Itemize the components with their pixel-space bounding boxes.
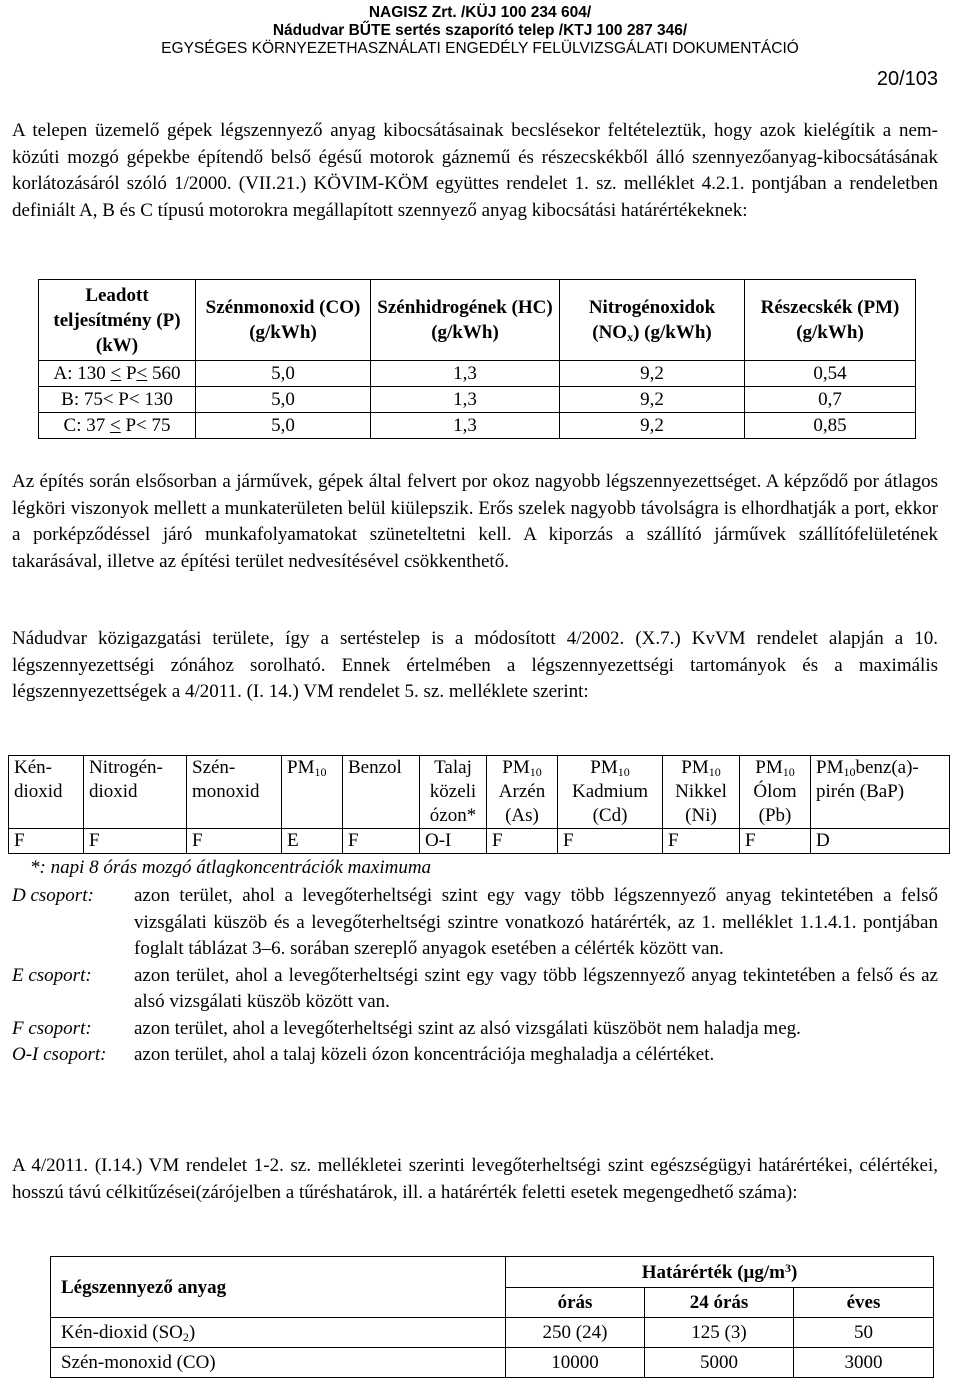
zone-pollutant-row — [9, 756, 950, 829]
limit-header-row — [51, 1257, 934, 1288]
zone-paragraph: Nádudvar közigazgatási területe, így a sertéstelep is a módosított 4/2002. (X.7.) KvVM rendelet alapján a 10. légszennyezettségi zónához sorolható. Ennek értelmében a légszennyezettségi tartományok és a maximális légszennyezettségek a 4/2011. (I. 14.) VM rendelet 5. sz. melléklete szerint: — [12, 628, 938, 702]
header-limit-value: Határérték $(\mu g/m^3)$ — [506, 1257, 934, 1288]
definition-e — [12, 963, 938, 1016]
pollutant-no2: Nitrogén- dioxid — [84, 756, 187, 829]
definition-text: azon terület, ahol a levegőterheltségi szint egy vagy több légszennyező anyag tekintetében a felső vizsgálati küszöb és a levegőterheltségi szintre vonatkozó határérték, az 1. melléklet 1.1.4.1. pontjában foglalt táblázat 3–6. sorában szereplő anyagok esetében a célérték között van. — [134, 885, 938, 959]
zone-value: E — [282, 829, 343, 854]
limit-pollutant-name: Szén-monoxid (CO) — [51, 1348, 506, 1378]
emission-header-row — [39, 280, 916, 361]
limit-value-table — [50, 1256, 934, 1378]
pollutant-arsenic: $PM_{10}$ Arzén (As) — [487, 756, 558, 829]
nox-value: 9,2 — [560, 361, 745, 387]
definition-label: F csoport: — [12, 1017, 92, 1039]
definition-d — [12, 883, 938, 963]
header-pollutant: Légszennyező anyag — [51, 1257, 506, 1318]
definition-oi — [12, 1042, 938, 1069]
header-hourly: órás — [506, 1288, 645, 1318]
power-range: A: 130 < P< 560 — [39, 361, 196, 387]
limit-daily: 125 (3) — [645, 1318, 794, 1348]
pollutant-ozone: Talaj közeli ózon* — [420, 756, 487, 829]
pm-value: 0,7 — [745, 387, 916, 413]
header-company: NAGISZ Zrt. /KÜJ 100 234 604/ — [368, 4, 592, 21]
header-yearly: éves — [794, 1288, 934, 1318]
definition-text: azon terület, ahol a levegőterheltségi szint az alsó vizsgálati küszöböt nem haladja meg. — [134, 1017, 801, 1039]
zone-classification-table — [8, 755, 950, 854]
definition-f — [12, 1016, 938, 1043]
ozone-footnote: *: napi 8 órás mozgó átlagkoncentrációk maximuma — [30, 857, 432, 878]
power-range: C: 37 < P< 75 — [39, 413, 196, 439]
header-site: Nádudvar BŰTE sertés szaporító telep /KTJ 100 287 346/ — [272, 22, 688, 39]
emission-row — [39, 361, 916, 387]
header-power: Leadott teljesítmény (P) (kW) — [39, 280, 196, 361]
zone-value: F — [187, 829, 282, 854]
zone-value: F — [343, 829, 420, 854]
limit-yearly: 3000 — [794, 1348, 934, 1378]
limit-row — [51, 1318, 934, 1348]
definition-text: azon terület, ahol a talaj közeli ózon koncentrációja meghaladja a célértéket. — [134, 1044, 715, 1065]
emission-row — [39, 387, 916, 413]
pollutant-bap: $PM_{10}benz(a)-$ pirén (BaP) — [811, 756, 950, 829]
co-value: 5,0 — [196, 387, 371, 413]
zone-value: D — [811, 829, 950, 854]
hc-value: 1,3 — [371, 387, 560, 413]
pollutant-pm10: $PM_{10}$ — [282, 756, 343, 829]
dust-paragraph: Az építés során elsősorban a járművek, gépek által felvert por okoz nagyobb légszennyezettséget. A képződő por átlagos légköri viszonyok mellett a munkaterületen belül kiülepszik. Erős szelek nagyobb távolságra is elhordhatják a port, ekkor a porképződéssel járó munkafolyamatokat szüneteltetni kell. A kiporzás a szállító járművek szállítófelületének takarásával, illetve az építési terület nedvesítésével csökkenthető. — [12, 471, 938, 572]
header-hc: Szénhidrogének (HC) (g/kWh) — [371, 280, 560, 361]
zone-value: F — [663, 829, 740, 854]
definition-text: azon terület, ahol a levegőterheltségi szint egy vagy több légszennyező anyag tekintetében a felső és az alsó vizsgálati küszöb között van. — [134, 964, 938, 1012]
emission-limit-table — [38, 279, 916, 439]
pollutant-co: Szén- monoxid — [187, 756, 282, 829]
pollutant-so2: Kén- dioxid — [9, 756, 84, 829]
pm-value: 0,54 — [745, 361, 916, 387]
zone-value: F — [558, 829, 663, 854]
pollutant-cadmium: $PM_{10}$ Kadmium (Cd) — [558, 756, 663, 829]
zone-value: O-I — [420, 829, 487, 854]
header-document-title: EGYSÉGES KÖRNYEZETHASZNÁLATI ENGEDÉLY FELÜLVIZSGÁLATI DOKUMENTÁCIÓ — [161, 40, 799, 57]
nox-value: 9,2 — [560, 387, 745, 413]
zone-value: F — [84, 829, 187, 854]
page-number: 20/103 — [876, 68, 938, 90]
definition-label: D csoport: — [12, 885, 94, 906]
zone-group-definitions — [12, 883, 938, 1069]
zone-value: F — [740, 829, 811, 854]
hc-value: 1,3 — [371, 413, 560, 439]
header-pm: Részecskék (PM) (g/kWh) — [745, 280, 916, 361]
limit-daily: 5000 — [645, 1348, 794, 1378]
limit-row — [51, 1348, 934, 1378]
nox-value: 9,2 — [560, 413, 745, 439]
header-nox: Nitrogénoxidok $(NO_x)$ (g/kWh) — [560, 280, 745, 361]
limit-yearly: 50 — [794, 1318, 934, 1348]
pollutant-nickel: $PM_{10}$ Nikkel (Ni) — [663, 756, 740, 829]
header-co: Szénmonoxid (CO) (g/kWh) — [196, 280, 371, 361]
hc-value: 1,3 — [371, 361, 560, 387]
pm-value: 0,85 — [745, 413, 916, 439]
zone-value: F — [9, 829, 84, 854]
zone-value-row — [9, 829, 950, 854]
definition-label: E csoport: — [12, 964, 92, 986]
co-value: 5,0 — [196, 361, 371, 387]
limit-pollutant-name: Kén-dioxid $(SO_2)$ — [51, 1318, 506, 1348]
pollutant-benzol: Benzol — [343, 756, 420, 829]
limit-hourly: 250 (24) — [506, 1318, 645, 1348]
power-range: B: 75< P< 130 — [39, 387, 196, 413]
page-header — [0, 4, 960, 58]
zone-value: F — [487, 829, 558, 854]
header-daily: 24 órás — [645, 1288, 794, 1318]
emission-row — [39, 413, 916, 439]
definition-label: O-I csoport: — [12, 1044, 107, 1065]
limit-hourly: 10000 — [506, 1348, 645, 1378]
limits-paragraph: A 4/2011. (I.14.) VM rendelet 1-2. sz. mellékletei szerinti levegőterheltségi szint egészségügyi határértékei, célértékei, hosszú távú célkitűzései(zárójelben a tűréshatárok, ill. a határérték feletti esetek megengedhető száma): — [12, 1155, 938, 1203]
co-value: 5,0 — [196, 413, 371, 439]
intro-paragraph: A telepen üzemelő gépek légszennyező anyag kibocsátásainak becslésekor feltételeztük, hogy azok kielégítik a nem-közúti mozgó gépekbe építendő belső égésű motorok gáznemű és részecskékből álló szennyezőanyag-kibocsátásának korlátozásáról szóló 1/2000. (VII.21.) KÖVIM-KÖM együttes rendelet 1. sz. melléklet 4.2.1. pontjában a rendeletben definiált A, B és C típusú motorokra megállapított szennyező anyag kibocsátási határértékeknek: — [12, 120, 938, 221]
pollutant-lead: $PM_{10}$ Ólom (Pb) — [740, 756, 811, 829]
